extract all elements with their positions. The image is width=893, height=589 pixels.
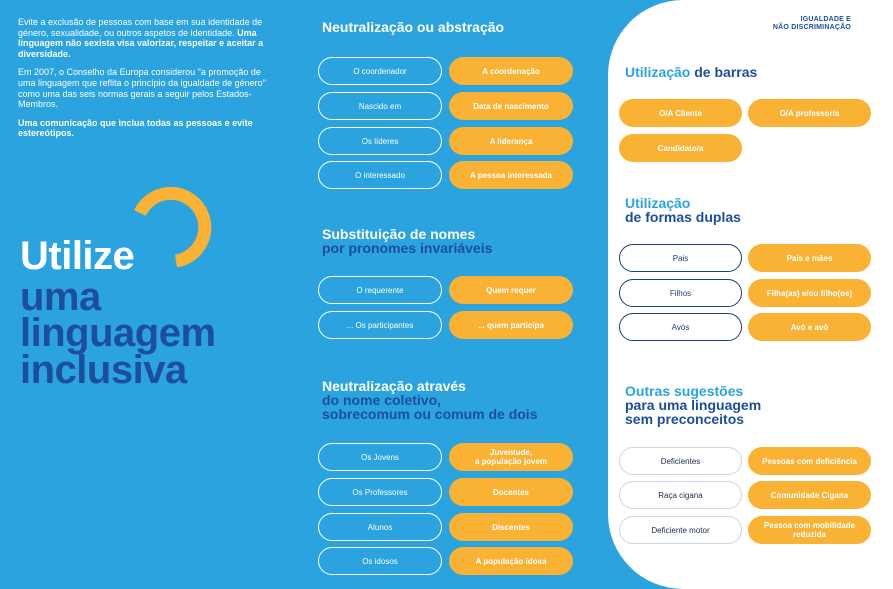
headline-line-3: linguagem [20, 311, 216, 355]
example-before: Os Professores [318, 478, 442, 506]
brand-label: IGUALDADE E NÃO DISCRIMINAÇÃO [772, 16, 851, 31]
example-after: Data de nascimento [449, 92, 573, 120]
example-after: Candidato/a [619, 134, 742, 162]
example-after: A liderança [449, 127, 573, 155]
intro-paragraph-3: Uma comunicação que inclua todas as pessoas e evite estereótipos. [18, 117, 253, 139]
example-before: Raça cigana [619, 481, 742, 509]
example-before: Alunos [318, 513, 442, 541]
headline-line-4: inclusiva [20, 348, 187, 392]
example-before: Pais [619, 244, 742, 272]
example-before: O requerente [318, 276, 442, 304]
middle-panel [296, 0, 598, 589]
intro-paragraph-1: Evite a exclusão de pessoas com base em sua identidade de género, sexualidade, ou outros aspetos de identidade. Uma linguagem não sexista visa valorizar, respeitar e aceitar a diversidade. [18, 17, 264, 59]
section-title-barras: Utilização de barras [625, 64, 758, 80]
example-after: Filha(as) e/ou filho(os) [748, 279, 871, 307]
example-before: Avós [619, 313, 742, 341]
example-after: Pais e mães [748, 244, 871, 272]
example-before: Deficiente motor [619, 516, 742, 544]
left-panel [0, 0, 296, 589]
example-after: ... quem participa [449, 311, 573, 339]
example-after: Quem requer [449, 276, 573, 304]
example-after: Pessoa com mobilidade reduzida [748, 516, 871, 544]
intro-text [18, 17, 273, 147]
right-panel [598, 0, 893, 589]
example-before: O coordenador [318, 57, 442, 85]
example-before: Deficientes [619, 447, 742, 475]
section-title-substituicao: Substituição de nomes por pronomes invariáveis [322, 226, 493, 256]
example-before: Os Jovens [318, 443, 442, 471]
section-title-neutralizacao: Neutralização ou abstração [322, 19, 505, 35]
example-after: A coordenação [449, 57, 573, 85]
example-after: Avó e avô [748, 313, 871, 341]
example-after: A população idosa [449, 547, 573, 575]
example-after: Docentes [449, 478, 573, 506]
example-before: O interessado [318, 161, 442, 189]
example-after: O/A Cliente [619, 99, 742, 127]
example-after: Pessoas com deficiência [748, 447, 871, 475]
example-before: Filhos [619, 279, 742, 307]
example-after: Comunidade Cigana [748, 481, 871, 509]
orange-arc-icon [128, 185, 220, 277]
example-before: Os líderes [318, 127, 442, 155]
section-title-outras: Outras sugestões para uma linguagem sem preconceitos [625, 383, 762, 427]
example-before: Nascido em [318, 92, 442, 120]
example-after: O/A professor/a [748, 99, 871, 127]
section-title-coletivo: Neutralização através do nome coletivo, sobrecomum ou comum de dois [322, 378, 538, 422]
example-after: A pessoa interessada [449, 161, 573, 189]
example-before: ... Os participantes [318, 311, 442, 339]
section-title-duplas: Utilização de formas duplas [625, 195, 741, 225]
example-after: Juventude, a população jovem [449, 443, 573, 471]
headline-line-2: uma [20, 275, 101, 319]
example-after: Discentes [449, 513, 573, 541]
headline-line-1: Utilize [20, 234, 135, 278]
example-before: Os idosos [318, 547, 442, 575]
intro-paragraph-2: Em 2007, o Conselho da Europa considerou "a promoção de uma linguagem que reflita o princípio da igualdade de género" como uma das seis normas gerais a seguir pelos Estados-Membros. [18, 67, 266, 110]
